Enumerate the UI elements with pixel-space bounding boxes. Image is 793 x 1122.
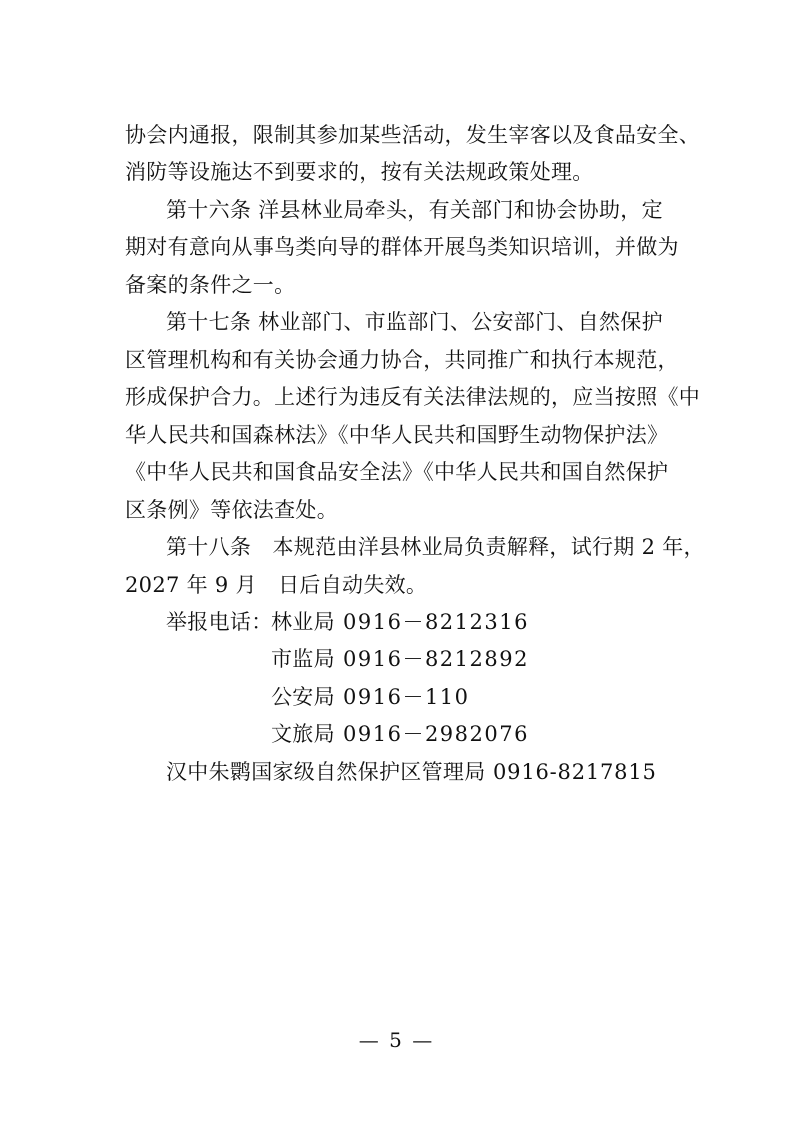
article-17-line-1: 第十七条 林业部门、市监部门、公安部门、自然保护 bbox=[166, 310, 663, 334]
article-16-line-1: 第十六条 洋县林业局牵头，有关部门和协会协助，定 bbox=[166, 198, 663, 222]
article-17-line-6: 区条例》等依法查处。 bbox=[125, 498, 338, 522]
report-phone-market: 0916－8212892 bbox=[343, 647, 529, 671]
paragraph-line-2: 消防等设施达不到要求的，按有关法规政策处理。 bbox=[125, 160, 594, 184]
report-org-reserve: 汉中朱鹮国家级自然保护区管理局 bbox=[166, 760, 486, 784]
article-17-line-5: 《中华人民共和国食品安全法》《中华人民共和国自然保护 bbox=[125, 460, 669, 484]
article-16-line-3: 备案的条件之一。 bbox=[125, 273, 296, 297]
report-phone-label: 举报电话： bbox=[166, 610, 273, 634]
article-17-line-2: 区管理机构和有关协会通力协合，共同推广和执行本规范， bbox=[125, 348, 679, 372]
article-17-line-4: 华人民共和国森林法》《中华人民共和国野生动物保护法》 bbox=[125, 423, 669, 447]
article-16-line-2: 期对有意向从事鸟类向导的群体开展鸟类知识培训，并做为 bbox=[125, 235, 679, 259]
report-phone-reserve: 0916-8217815 bbox=[493, 760, 657, 784]
report-org-tourism: 文旅局 bbox=[271, 722, 335, 746]
report-phone-police: 0916－110 bbox=[343, 685, 470, 709]
article-18-line-2: 2027 年 9 月 日后自动失效。 bbox=[125, 573, 428, 597]
report-org-market: 市监局 bbox=[271, 647, 335, 671]
article-17-line-3: 形成保护合力。上述行为违反有关法律法规的，应当按照《中 bbox=[125, 385, 701, 409]
report-phone-tourism: 0916－2982076 bbox=[343, 722, 529, 746]
page-number: — 5 — bbox=[358, 1028, 435, 1052]
report-phone-forestry: 0916－8212316 bbox=[343, 610, 529, 634]
paragraph-line-1: 协会内通报，限制其参加某些活动，发生宰客以及食品安全、 bbox=[125, 123, 701, 147]
article-18-line-1: 第十八条 本规范由洋县林业局负责解释，试行期 2 年， bbox=[166, 535, 705, 559]
report-org-forestry: 林业局 bbox=[271, 610, 335, 634]
report-org-police: 公安局 bbox=[271, 685, 335, 709]
